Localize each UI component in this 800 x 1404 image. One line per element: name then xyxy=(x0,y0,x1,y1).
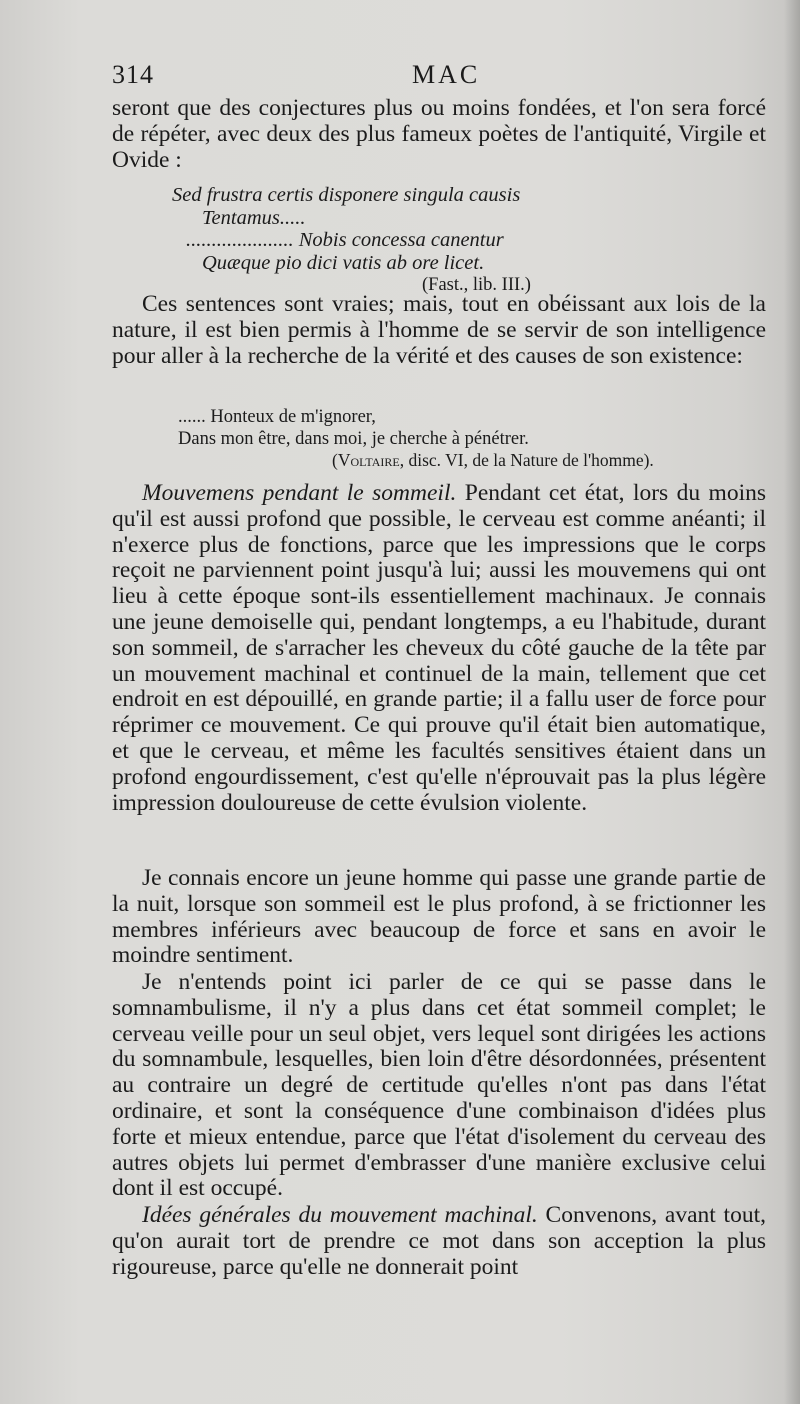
page-header xyxy=(112,60,762,96)
running-head: MAC xyxy=(412,60,481,89)
latin-verse-line-3: ..................... Nobis concessa canentur xyxy=(186,229,504,251)
citation-author: Voltaire xyxy=(337,450,400,470)
sentences-paragraph xyxy=(112,292,766,369)
somnambulisme-text: Je n'entends point ici parler de ce qui se passe dans le somnambulisme, il n'y a plus dans cet état sommeil complet; le cerveau veille pour un seul objet, vers lequel sont dirigées les actions du somnambule, lesquelles, bien loin d'être désordonnées, présentent au contraire un degré de certitude qu'elles n'ont pas dans l'état ordinaire, et sont la conséquence d'une combinaison d'idées plus forte et mieux entendue, parce que l'état d'isolement du cerveau des autres objets lui permet d'embrasser d'une manière exclusive celui dont il est occupé. xyxy=(112,969,766,1202)
intro-paragraph xyxy=(112,96,766,173)
french-verse-line-2: Dans mon être, dans moi, je cherche à pénétrer. xyxy=(178,428,529,449)
idees-text: Convenons, avant tout, qu'on aurait tort de prendre ce mot dans son acception la plus rigoureuse, parce qu'elle ne donnerait point xyxy=(112,1202,766,1280)
citation-open: ( xyxy=(332,450,338,470)
french-verse-quote xyxy=(112,407,766,471)
mouvemens-text: Pendant cet état, lors du moins qu'il est aussi profond que possible, le cerveau est comme anéanti; il n'exerce plus de fonctions, parce que les impressions que le corps reçoit ne parviennent point jusqu'à lui; aussi les mouvemens qui ont lieu à cette époque sont-ils essentiellement machinaux. Je connais une jeune demoiselle qui, pendant longtemps, a eu l'habitude, durant son sommeil, de s'arracher les cheveux du côté gauche de la tête par un mouvement machinal et continuel de la main, tellement que cet endroit en est dépouillé, en grande partie; il a fallu user de force pour réprimer ce mouvement. Ce qui prouve qu'il était bien automatique, et que le cerveau, et même les facultés sensitives étaient dans un profond engourdissement, c'est qu'elle n'éprouvait pas la plus légère impression douloureuse de cette évulsion violente. xyxy=(112,480,766,816)
idees-paragraph xyxy=(112,1203,766,1280)
latin-verse-line-4: Quæque pio dici vatis ab ore licet. xyxy=(202,251,485,274)
somnambulisme-paragraph xyxy=(112,970,766,1202)
section-idees xyxy=(112,1203,766,1280)
page-edge-shadow xyxy=(784,0,800,1404)
citation-rest: , disc. VI, de la Nature de l'homme). xyxy=(399,450,654,470)
section-heading-mouvemens: Mouvemens pendant le sommeil. xyxy=(142,480,457,506)
latin-verse-line-1: Sed frustra certis disponere singula causis xyxy=(172,184,521,206)
mouvemens-paragraph xyxy=(112,481,766,816)
section-heading-idees: Idées générales du mouvement machinal. xyxy=(142,1202,538,1228)
french-verse-line-1: ...... Honteux de m'ignorer, xyxy=(178,407,376,427)
latin-verse-line-2: Tentamus..... xyxy=(202,206,306,229)
section-mouvemens xyxy=(112,481,766,816)
french-citation xyxy=(112,450,766,471)
latin-verse-quote xyxy=(112,184,766,296)
page-number: 314 xyxy=(112,60,154,89)
jeune-homme-text: Je connais encore un jeune homme qui passe une grande partie de la nuit, lorsque son sommeil est le plus profond, à se frictionner les membres inférieurs avec beaucoup de force et sans en avoir le moindre sentiment. xyxy=(112,865,766,969)
intro-text: seront que des conjectures plus ou moins fondées, et l'on sera forcé de répéter, avec deux des plus fameux poètes de l'antiquité, Virgile et Ovide : xyxy=(112,95,766,173)
latin-citation: (Fast., lib. III.) xyxy=(422,275,531,295)
sentences-text: Ces sentences sont vraies; mais, tout en obéissant aux lois de la nature, il est bien permis à l'homme de se servir de son intelligence pour aller à la recherche de la vérité et des causes de son existence: xyxy=(112,291,766,369)
jeune-homme-paragraph xyxy=(112,866,766,969)
